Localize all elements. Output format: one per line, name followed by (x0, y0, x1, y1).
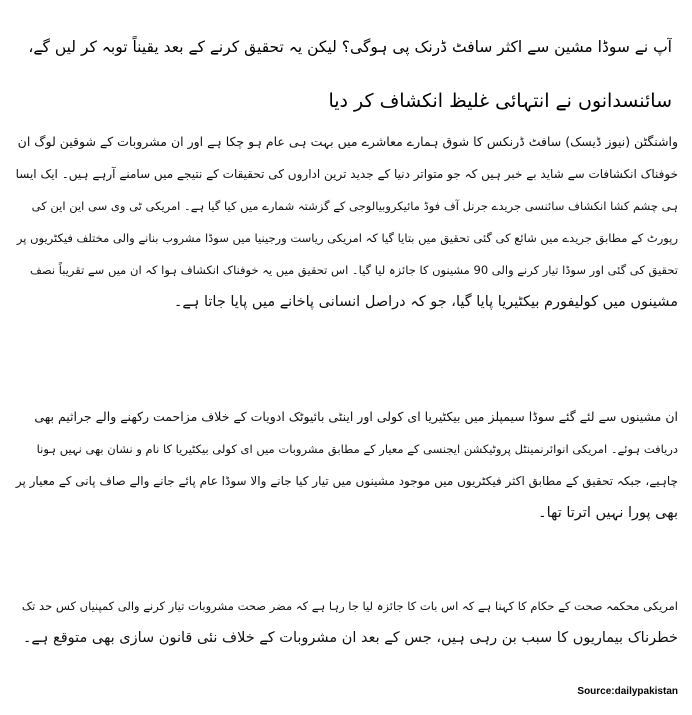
paragraph-line: خوفناک انکشافات سے شاید بے خبر ہیں کہ جو متواتر دنیا کے جدید ترین اداروں کی تحقیقات کے نتیجے میں سامنے آرہے ہیں۔ ایک ایسا (15, 167, 678, 181)
paragraph-line: رپورٹ کے مطابق جریدے میں شائع کی گئی تحقیق میں بتایا گیا کہ امریکی ریاست ورجینیا میں سوڈا مشروب بنانے والی مختلف فیکٹریوں پر (16, 231, 678, 245)
paragraph-line: مشینوں میں کولیفورم بیکٹیریا پایا گیا، جو کہ دراصل انسانی پاخانے میں پایا جاتا ہے۔ (173, 294, 678, 310)
headline-line-1: آپ نے سوڈا مشین سے اکثر سافٹ ڈرنک پی ہوگی؟ لیکن یہ تحقیق کرنے کے بعد یقیناً توبہ کر لیں گے، (28, 38, 672, 56)
paragraph-line: دریافت ہوئے۔ امریکی انوائرنمینٹل پروٹیکشن ایجنسی کے معیار کے مطابق مشروبات میں ای کولی بیکٹیریا کا نام و نشان بھی نہیں ہونا (36, 442, 678, 456)
headline-line-2: سائنسدانوں نے انتہائی غلیظ انکشاف کر دیا (328, 90, 672, 112)
paragraph-line: امریکی محکمہ صحت کے حکام کا کہنا ہے کہ اس بات کا جائزہ لیا جا رہا ہے کہ مضر صحت مشروبات تیار کرنے والی کمپنیاں کس حد تک (21, 599, 678, 613)
paragraph-2 (14, 401, 678, 529)
paragraph-line: خطرناک بیماریوں کا سبب بن رہی ہیں، جس کے بعد ان مشروبات کے خلاف نئی قانون سازی بھی متوقع ہے۔ (22, 630, 678, 646)
paragraph-line: بھی پورا نہیں اترتا تھا۔ (538, 505, 678, 521)
paragraph-line: واشنگٹن (نیوز ڈیسک) سافٹ ڈرنکس کا شوق ہمارے معاشرے میں بہت ہی عام ہو چکا ہے اور ان مشروبات کے شوقین لوگ ان (17, 134, 678, 149)
source-credit: Source:dailypakistan (577, 686, 678, 697)
paragraph-line: تحقیق کی گئی اور سوڈا تیار کرنے والی 90 مشینوں کا جائزہ لیا گیا۔ اس تحقیق میں یہ خوفناک انکشاف ہوا کہ ان میں سے تقریباً نصف (30, 263, 678, 277)
paragraph-3 (14, 590, 678, 654)
paragraph-line: ان مشینوں سے لئے گئے سوڈا سیمپلز میں بیکٹیریا ای کولی اور اینٹی بائیوٹک ادویات کے خلاف مزاحمت رکھنے والے جراثیم بھی (34, 409, 678, 424)
paragraph-line: ہی چشم کشا انکشاف سائنسی جریدے جرنل آف فوڈ مائیکروبیالوجی کے گزشتہ شمارے میں کیا گیا ہے۔ امریکی ٹی وی سی این این کی (31, 199, 678, 213)
paragraph-1 (14, 126, 678, 318)
paragraph-line: چاہیے، جبکہ تحقیق کے مطابق اکثر فیکٹریوں میں موجود مشینوں میں تیار کیا جانے والا سوڈا عام پائے جانے والے صاف پانی کے معیار پر (15, 474, 678, 488)
